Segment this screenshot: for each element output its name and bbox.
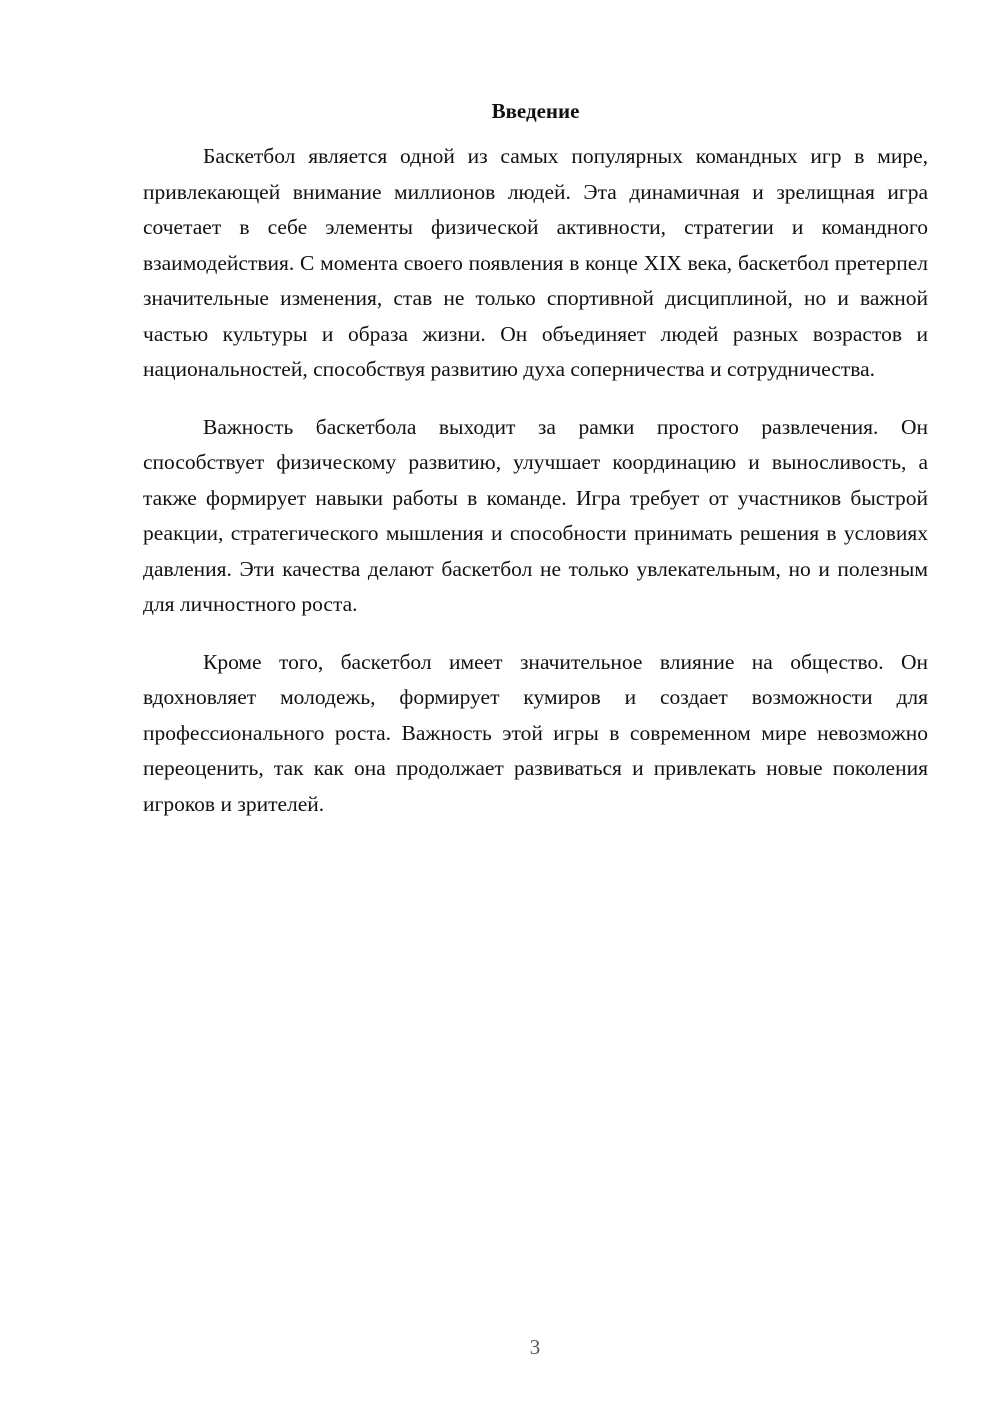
- paragraph-1: Баскетбол является одной из самых популярных командных игр в мире, привлекающей внимание миллионов людей. Эта динамичная и зрелищная игра сочетает в себе элементы физической активности, стратегии и командного взаимодействия. С момента своего появления в конце XIX века, баскетбол претерпел значительные изменения, став не только спортивной дисциплиной, но и важной частью культуры и образа жизни. Он объединяет людей разных возрастов и национальностей, способствуя развитию духа соперничества и сотрудничества.: [143, 144, 928, 381]
- paragraph-3: Кроме того, баскетбол имеет значительное влияние на общество. Он вдохновляет молодежь, формирует кумиров и создает возможности для профессионального роста. Важность этой игры в современном мире невозможно переоценить, так как она продолжает развиваться и привлекать новые поколения игроков и зрителей.: [143, 649, 928, 816]
- page-content: [143, 97, 928, 844]
- section-title: Введение: [491, 99, 580, 123]
- paragraph-2: Важность баскетбола выходит за рамки простого развлечения. Он способствует физическому развитию, улучшает координацию и выносливость, а также формирует навыки работы в команде. Игра требует от участников быстрой реакции, стратегического мышления и способности принимать решения в условиях давления. Эти качества делают баскетбол не только увлекательным, но и полезным для личностного роста.: [143, 414, 928, 616]
- page-number: 3: [529, 1335, 541, 1359]
